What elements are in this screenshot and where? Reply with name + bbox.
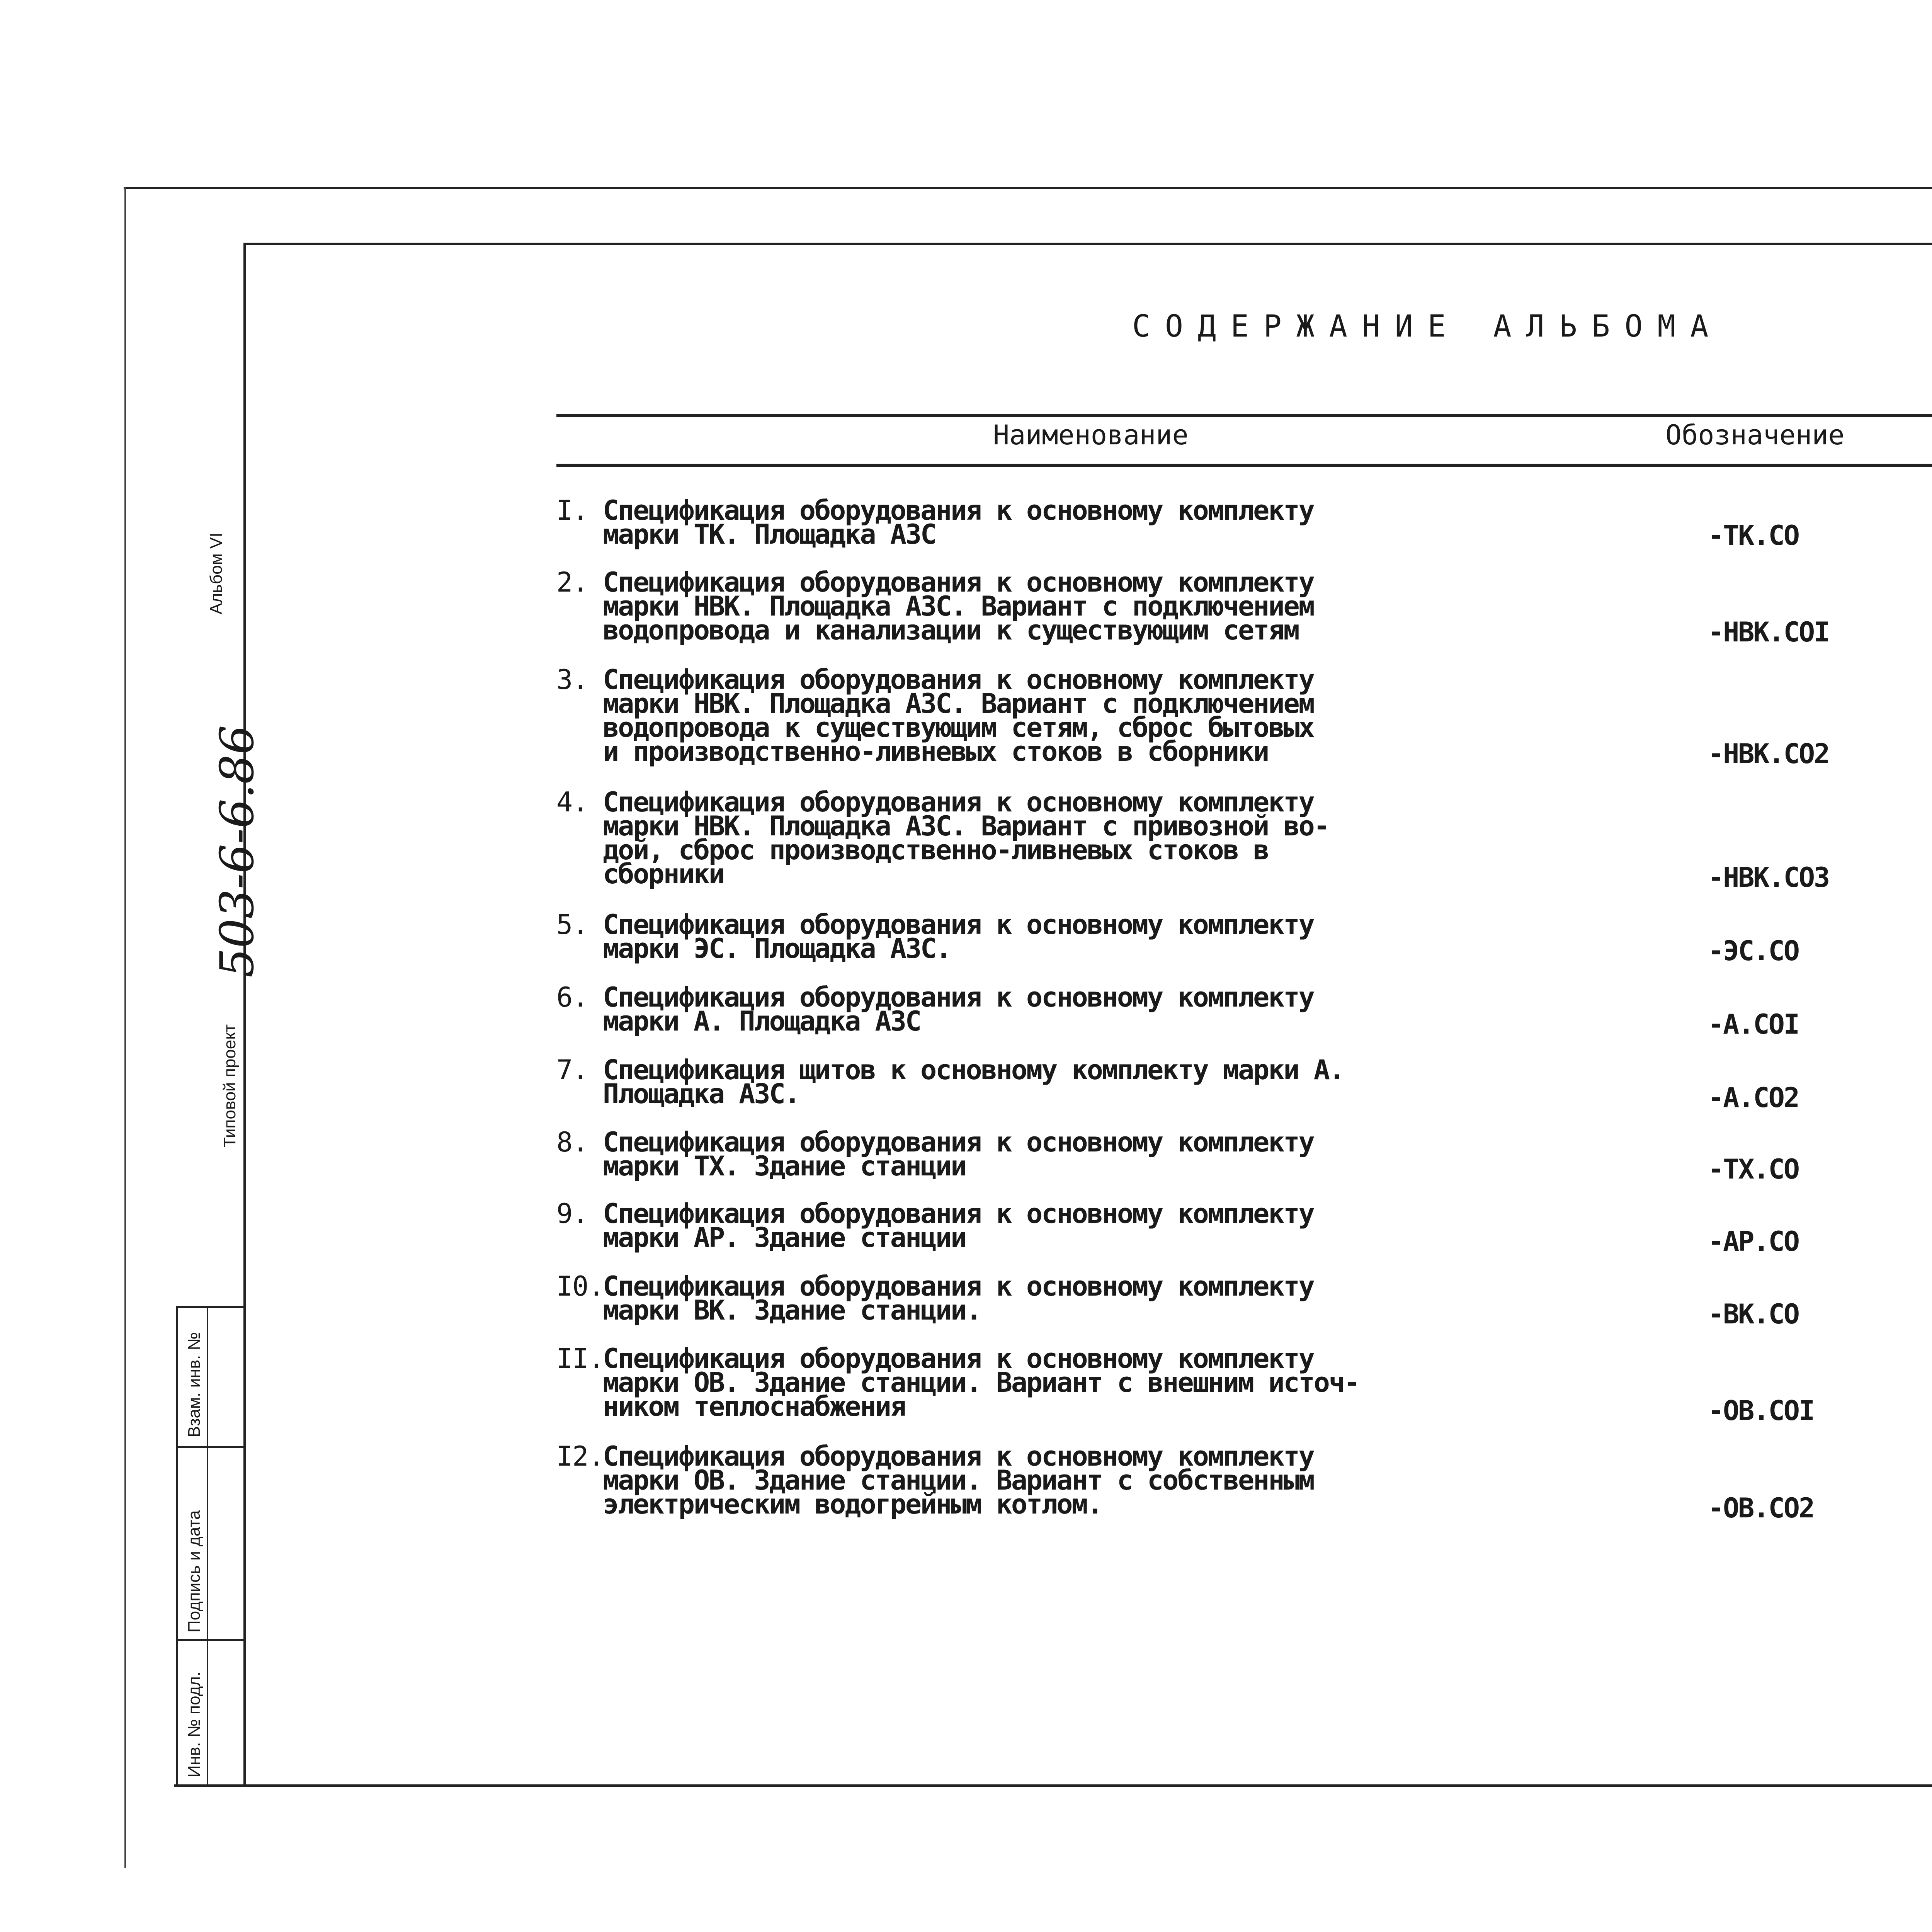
row-name-line: марки ЭС. Площадка АЗС. <box>603 933 951 964</box>
row-name-line: марки ТК. Площадка АЗС <box>603 519 936 550</box>
row-number: 7. <box>556 1054 588 1086</box>
stamp-column-divider-2 <box>176 1639 245 1641</box>
row-name-line: Спецификация оборудования к основному комплекту <box>603 981 1314 1013</box>
row-code: -ТК.СО <box>1708 520 1799 551</box>
row-name-line: Спецификация оборудования к основному комплекту <box>603 1270 1314 1302</box>
row-number: 4. <box>556 786 588 818</box>
row-name <box>603 566 1376 646</box>
row-code: -НВК.СОI <box>1708 616 1829 648</box>
row-code: -ТХ.СО <box>1708 1153 1799 1185</box>
row-name-line: ником теплоснабжения <box>603 1391 905 1422</box>
row-name <box>603 1270 1376 1326</box>
row-name <box>603 495 1376 550</box>
table-header-top-line <box>556 414 1932 417</box>
column-header-code: Обозначение <box>1665 419 1845 451</box>
table-header-bottom-line <box>556 464 1932 467</box>
row-name <box>603 1198 1376 1253</box>
frame-bottom-line <box>174 1784 1932 1787</box>
row-code: -А.СО2 <box>1708 1082 1799 1114</box>
row-name-line: Спецификация оборудования к основному комплекту <box>603 786 1314 818</box>
row-name-line: Спецификация оборудования к основному комплекту <box>603 1440 1314 1472</box>
row-number: 9. <box>556 1198 588 1230</box>
stamp-column-divider-1 <box>176 1446 245 1448</box>
row-name-line: марки НВК. Площадка АЗС. Вариант с подключением <box>603 688 1314 719</box>
page-title: СОДЕРЖАНИЕ АЛЬБОМА <box>1132 309 1723 344</box>
row-name-line: марки НВК. Площадка АЗС. Вариант с подключением <box>603 590 1314 622</box>
stamp-column-mid <box>207 1306 208 1785</box>
row-code: -ВК.СО <box>1708 1298 1799 1330</box>
frame-top-line <box>243 243 1932 245</box>
row-name-line: Спецификация оборудования к основному комплекту <box>603 495 1314 526</box>
row-name-line: Спецификация оборудования к основному комплекту <box>603 909 1314 940</box>
typical-project-label: Типовой проект <box>220 1024 239 1148</box>
row-code: -ОВ.СОI <box>1708 1395 1814 1427</box>
album-label: Альбом VI <box>207 532 226 614</box>
row-code: -АР.СО <box>1708 1226 1799 1257</box>
stamp-column-top <box>176 1306 245 1308</box>
row-name-line: марки ТХ. Здание станции <box>603 1150 966 1182</box>
project-code: 503-6-6.86 <box>211 725 264 978</box>
row-name-line: Спецификация оборудования к основному комплекту <box>603 1126 1314 1158</box>
row-number: I2. <box>556 1440 604 1472</box>
row-name <box>603 981 1376 1037</box>
row-name-line: марки АР. Здание станции <box>603 1222 966 1253</box>
row-number: 3. <box>556 664 588 696</box>
row-name-line: Спецификация оборудования к основному комплекту <box>603 1198 1314 1230</box>
row-number: 5. <box>556 909 588 940</box>
row-name-line: марки НВК. Площадка АЗС. Вариант с привозной во- <box>603 810 1329 842</box>
frame-left-line <box>243 243 246 1787</box>
row-name-line: водопровода к существующим сетям, сброс бытовых <box>603 712 1314 743</box>
column-header-name: Наименование <box>993 419 1189 451</box>
row-name-line: марки А. Площадка АЗС <box>603 1005 921 1037</box>
row-code: -ЭС.СО <box>1708 935 1799 967</box>
row-name <box>603 786 1376 890</box>
row-name-line: водопровода и канализации к существующим сетям <box>603 614 1299 646</box>
row-code: -НВК.СО3 <box>1708 862 1829 893</box>
row-number: 8. <box>556 1126 588 1158</box>
row-code: -ОВ.СО2 <box>1708 1492 1814 1524</box>
row-name-line: электрическим водогрейным котлом. <box>603 1488 1102 1520</box>
row-name-line: Спецификация оборудования к основному комплекту <box>603 1343 1314 1374</box>
row-name-line: и производственно-ливневых стоков в сборники <box>603 736 1269 767</box>
signature-date-label: Подпись и дата <box>185 1510 204 1633</box>
row-name-line: марки ВК. Здание станции. <box>603 1294 981 1326</box>
row-name <box>603 1440 1376 1520</box>
vzam-inv-label: Взам. инв. № <box>185 1332 204 1437</box>
row-name <box>603 664 1376 767</box>
stamp-column-left <box>176 1306 178 1785</box>
row-name-line: Площадка АЗС. <box>603 1078 799 1110</box>
row-name <box>603 1054 1376 1110</box>
row-name <box>603 1126 1376 1182</box>
row-number: I. <box>556 495 588 526</box>
row-name-line: Спецификация оборудования к основному комплекту <box>603 566 1314 598</box>
row-code: -НВК.СО2 <box>1708 738 1829 770</box>
row-name-line: марки ОВ. Здание станции. Вариант с внешним источ- <box>603 1367 1359 1398</box>
row-number: II. <box>556 1343 604 1374</box>
outer-top-line <box>124 187 1932 189</box>
inv-podl-label: Инв. № подл. <box>185 1671 204 1777</box>
row-name-line: Спецификация оборудования к основному комплекту <box>603 664 1314 696</box>
row-name-line: сборники <box>603 858 724 890</box>
row-name-line: марки ОВ. Здание станции. Вариант с собственным <box>603 1464 1314 1496</box>
row-name <box>603 1343 1376 1422</box>
row-name-line: дой, сброс производственно-ливневых стоков в <box>603 834 1269 866</box>
row-name <box>603 909 1376 964</box>
row-number: 2. <box>556 566 588 598</box>
outer-left-line <box>124 187 126 1868</box>
row-number: 6. <box>556 981 588 1013</box>
row-code: -А.СОI <box>1708 1009 1799 1040</box>
row-name-line: Спецификация щитов к основному комплекту марки А. <box>603 1054 1344 1086</box>
row-number: I0. <box>556 1270 604 1302</box>
